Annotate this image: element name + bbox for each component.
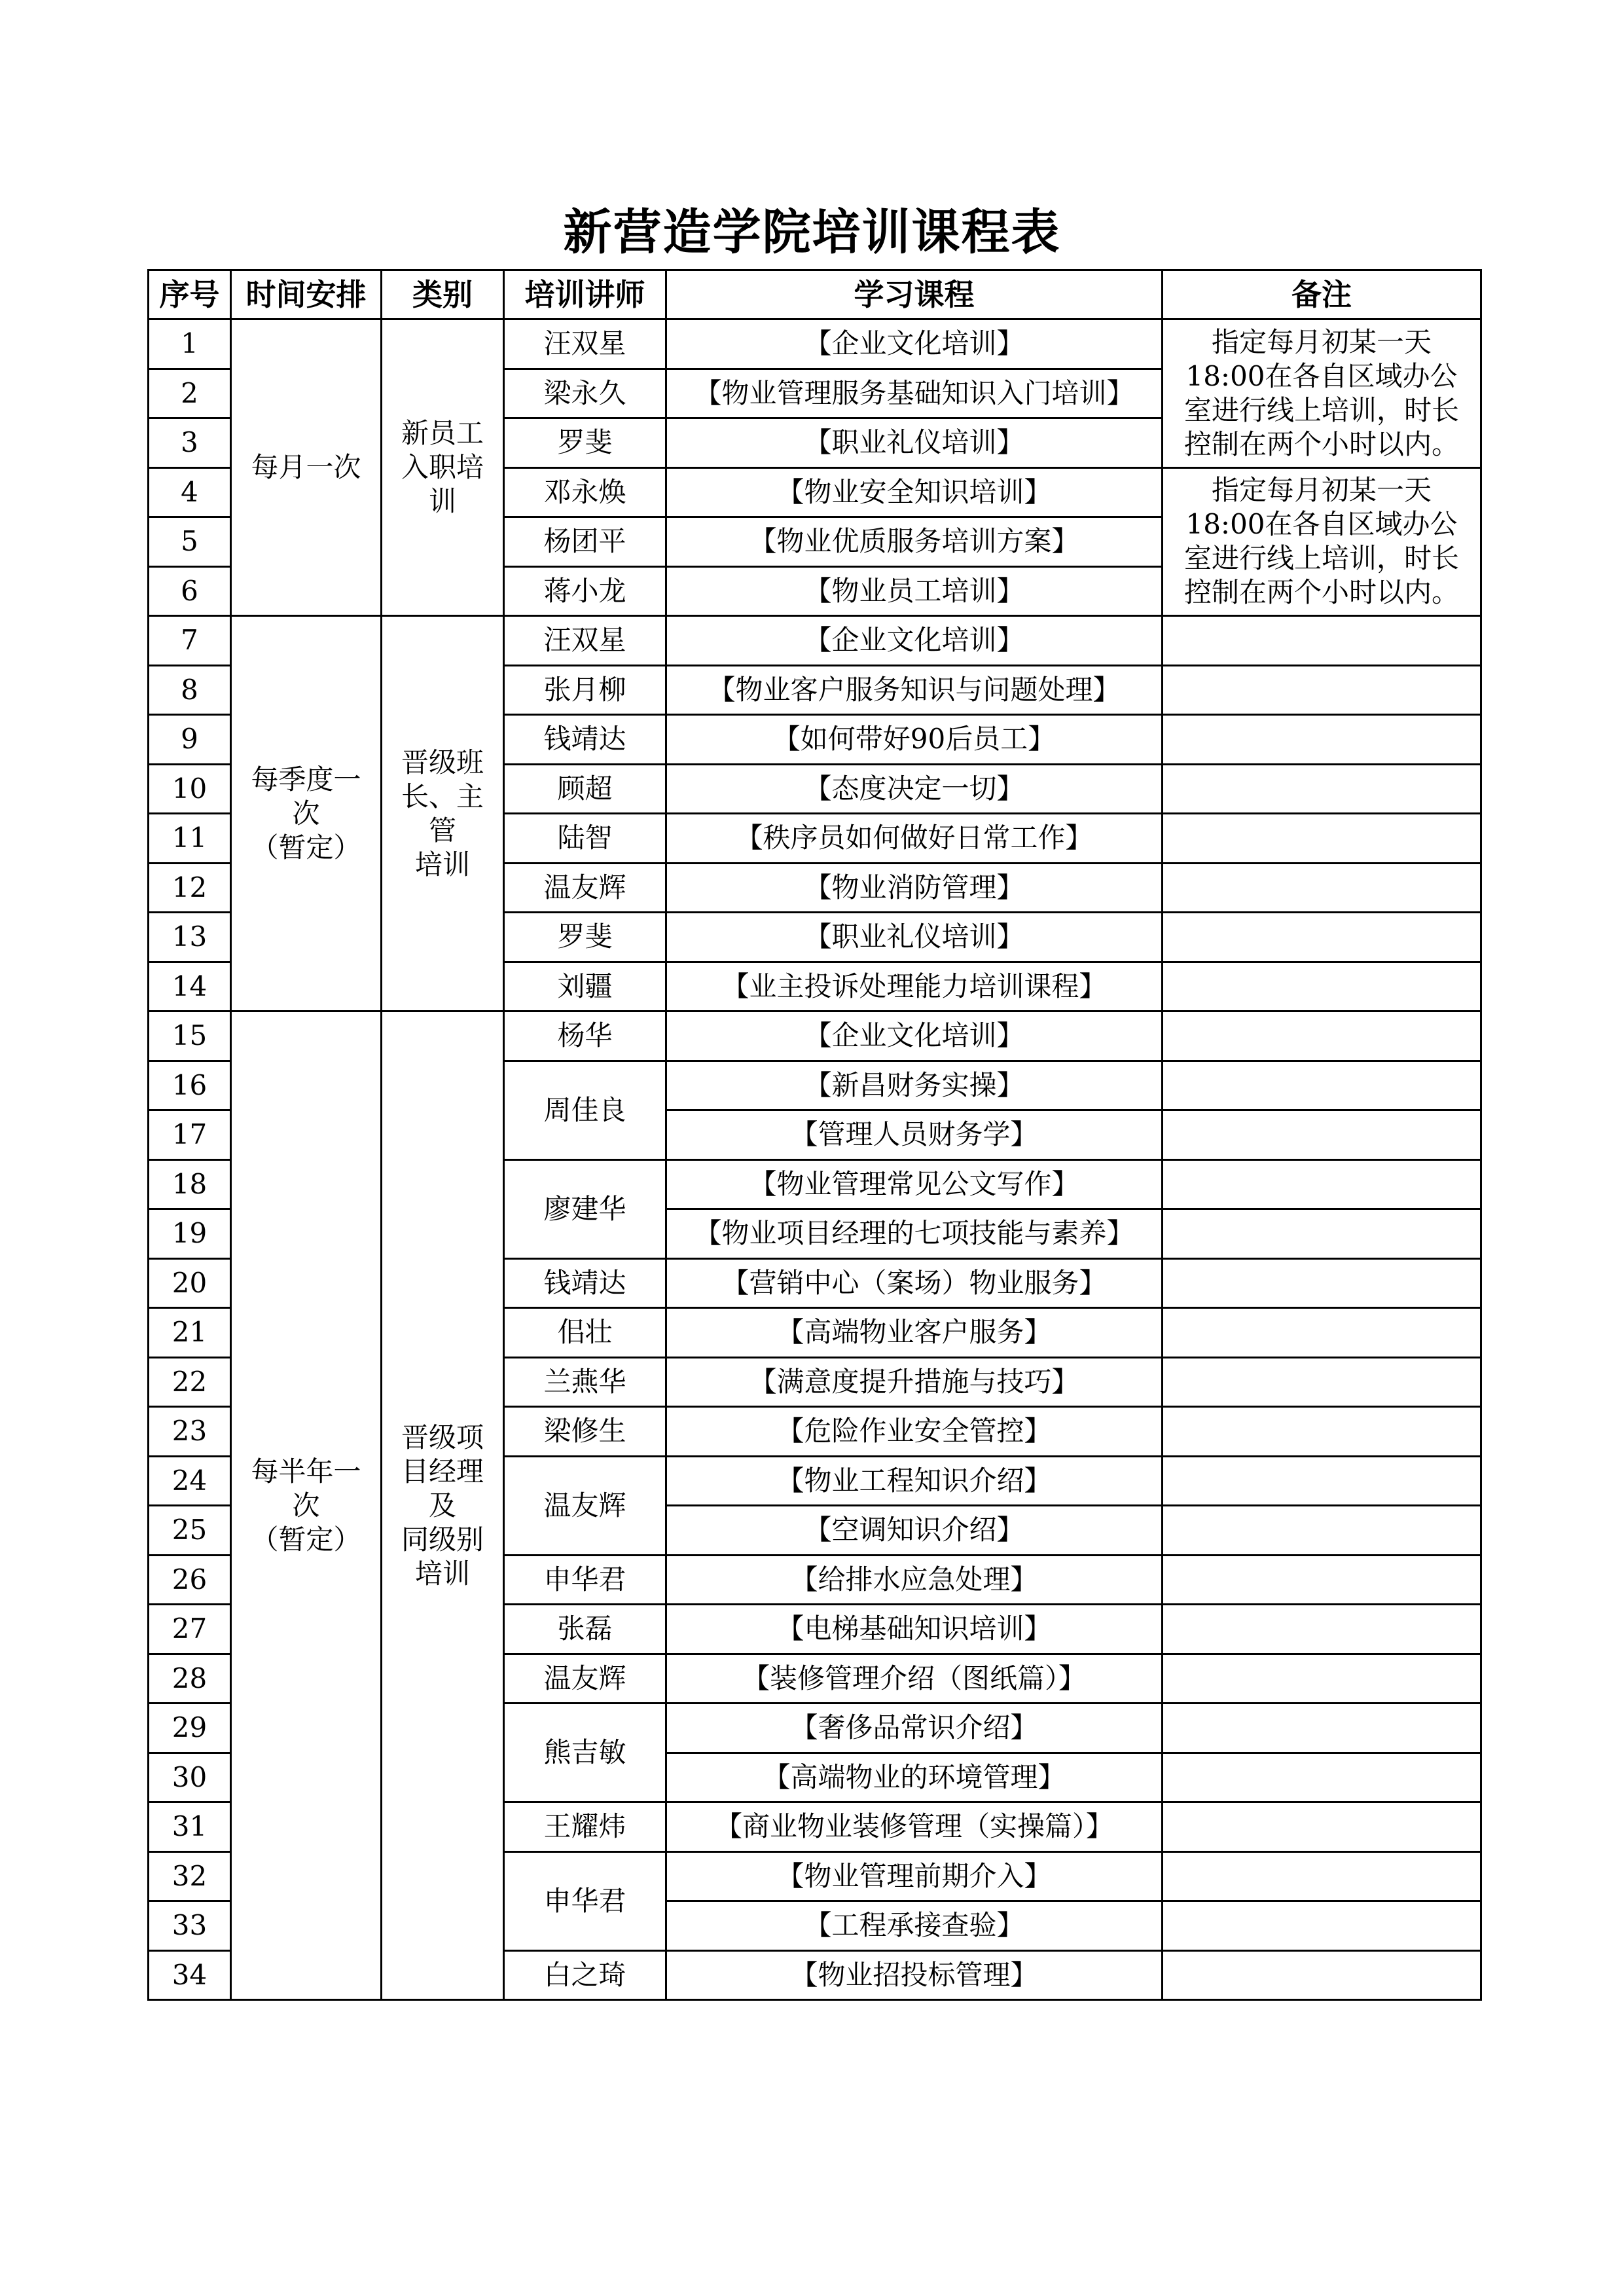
notes-cell [1163, 863, 1481, 913]
row-no: 21 [149, 1308, 231, 1358]
notes-cell [1163, 1011, 1481, 1061]
row-no: 14 [149, 962, 231, 1011]
notes-cell: 指定每月初某一天 18:00在各自区域办公 室进行线上培训，时长 控制在两个小时以内。 [1163, 467, 1481, 616]
row-no: 31 [149, 1802, 231, 1852]
course-cell: 【危险作业安全管控】 [666, 1407, 1163, 1457]
schedule-cell: 每半年一 次 （暂定） [231, 1011, 382, 2000]
row-no: 8 [149, 665, 231, 715]
notes-cell [1163, 913, 1481, 962]
table-row [149, 616, 1481, 666]
row-no: 2 [149, 369, 231, 418]
row-no: 27 [149, 1605, 231, 1654]
row-no: 11 [149, 814, 231, 864]
schedule-cell: 每季度一 次 （暂定） [231, 616, 382, 1011]
notes-cell [1163, 1061, 1481, 1110]
category-cell: 新员工 入职培 训 [382, 319, 504, 616]
course-cell: 【企业文化培训】 [666, 319, 1163, 369]
notes-cell [1163, 715, 1481, 765]
teacher-cell: 温友辉 [504, 1654, 666, 1704]
teacher-cell: 廖建华 [504, 1159, 666, 1258]
teacher-cell: 王耀炜 [504, 1802, 666, 1852]
course-cell: 【高端物业客户服务】 [666, 1308, 1163, 1358]
notes-cell: 指定每月初某一天 18:00在各自区域办公 室进行线上培训，时长 控制在两个小时以内。 [1163, 319, 1481, 468]
notes-cell [1163, 1605, 1481, 1654]
category-cell: 晋级项 目经理 及 同级别 培训 [382, 1011, 504, 2000]
teacher-cell: 汪双星 [504, 616, 666, 666]
course-cell: 【高端物业的环境管理】 [666, 1753, 1163, 1802]
notes-cell [1163, 1258, 1481, 1308]
table-row [149, 319, 1481, 369]
course-cell: 【物业招投标管理】 [666, 1950, 1163, 2000]
row-no: 4 [149, 467, 231, 517]
notes-cell [1163, 1308, 1481, 1358]
notes-cell [1163, 1802, 1481, 1852]
row-no: 10 [149, 764, 231, 814]
row-no: 7 [149, 616, 231, 666]
course-cell: 【业主投诉处理能力培训课程】 [666, 962, 1163, 1011]
teacher-cell: 申华君 [504, 1555, 666, 1605]
course-cell: 【奢侈品常识介绍】 [666, 1704, 1163, 1753]
teacher-cell: 梁永久 [504, 369, 666, 418]
row-no: 16 [149, 1061, 231, 1110]
course-cell: 【如何带好90后员工】 [666, 715, 1163, 765]
header-teacher: 培训讲师 [504, 270, 666, 319]
teacher-cell: 白之琦 [504, 1950, 666, 2000]
course-cell: 【物业消防管理】 [666, 863, 1163, 913]
course-cell: 【职业礼仪培训】 [666, 913, 1163, 962]
teacher-cell: 汪双星 [504, 319, 666, 369]
row-no: 9 [149, 715, 231, 765]
notes-cell [1163, 814, 1481, 864]
teacher-cell: 温友辉 [504, 1456, 666, 1555]
teacher-cell: 蒋小龙 [504, 566, 666, 616]
header-schedule: 时间安排 [231, 270, 382, 319]
row-no: 20 [149, 1258, 231, 1308]
notes-cell [1163, 764, 1481, 814]
teacher-cell: 杨团平 [504, 517, 666, 567]
notes-cell [1163, 616, 1481, 666]
notes-cell [1163, 962, 1481, 1011]
notes-cell [1163, 1209, 1481, 1259]
notes-cell [1163, 1555, 1481, 1605]
course-cell: 【职业礼仪培训】 [666, 418, 1163, 468]
row-no: 30 [149, 1753, 231, 1802]
teacher-cell: 温友辉 [504, 863, 666, 913]
teacher-cell: 邓永焕 [504, 467, 666, 517]
notes-cell [1163, 1456, 1481, 1506]
course-cell: 【管理人员财务学】 [666, 1110, 1163, 1160]
teacher-cell: 钱靖达 [504, 1258, 666, 1308]
teacher-cell: 梁修生 [504, 1407, 666, 1457]
course-cell: 【物业管理服务基础知识入门培训】 [666, 369, 1163, 418]
row-no: 34 [149, 1950, 231, 2000]
teacher-cell: 陆智 [504, 814, 666, 864]
row-no: 19 [149, 1209, 231, 1259]
row-no: 3 [149, 418, 231, 468]
teacher-cell: 顾超 [504, 764, 666, 814]
header-no: 序号 [149, 270, 231, 319]
row-no: 13 [149, 913, 231, 962]
notes-cell [1163, 1407, 1481, 1457]
teacher-cell: 罗斐 [504, 913, 666, 962]
row-no: 29 [149, 1704, 231, 1753]
course-cell: 【新昌财务实操】 [666, 1061, 1163, 1110]
teacher-cell: 钱靖达 [504, 715, 666, 765]
course-cell: 【态度决定一切】 [666, 764, 1163, 814]
header-category: 类别 [382, 270, 504, 319]
row-no: 15 [149, 1011, 231, 1061]
page-title: 新营造学院培训课程表 [563, 204, 1061, 261]
row-no: 18 [149, 1159, 231, 1209]
teacher-cell: 张月柳 [504, 665, 666, 715]
schedule-cell: 每月一次 [231, 319, 382, 616]
row-no: 33 [149, 1901, 231, 1951]
notes-cell [1163, 1851, 1481, 1901]
row-no: 23 [149, 1407, 231, 1457]
row-no: 24 [149, 1456, 231, 1506]
row-no: 1 [149, 319, 231, 369]
course-cell: 【物业项目经理的七项技能与素养】 [666, 1209, 1163, 1259]
teacher-cell: 佀壮 [504, 1308, 666, 1358]
row-no: 26 [149, 1555, 231, 1605]
row-no: 12 [149, 863, 231, 913]
training-schedule-table [147, 269, 1482, 2001]
row-no: 22 [149, 1357, 231, 1407]
row-no: 25 [149, 1506, 231, 1556]
course-cell: 【企业文化培训】 [666, 1011, 1163, 1061]
table-row [149, 1011, 1481, 1061]
notes-cell [1163, 1357, 1481, 1407]
notes-cell [1163, 1950, 1481, 2000]
course-cell: 【给排水应急处理】 [666, 1555, 1163, 1605]
course-cell: 【物业安全知识培训】 [666, 467, 1163, 517]
course-cell: 【商业物业装修管理（实操篇）】 [666, 1802, 1163, 1852]
teacher-cell: 周佳良 [504, 1061, 666, 1159]
row-no: 28 [149, 1654, 231, 1704]
teacher-cell: 刘疆 [504, 962, 666, 1011]
teacher-cell: 罗斐 [504, 418, 666, 468]
course-cell: 【物业员工培训】 [666, 566, 1163, 616]
notes-cell [1163, 1506, 1481, 1556]
header-course: 学习课程 [666, 270, 1163, 319]
teacher-cell: 申华君 [504, 1851, 666, 1950]
category-cell: 晋级班 长、主 管 培训 [382, 616, 504, 1011]
course-cell: 【营销中心（案场）物业服务】 [666, 1258, 1163, 1308]
course-cell: 【企业文化培训】 [666, 616, 1163, 666]
notes-cell [1163, 1753, 1481, 1802]
notes-cell [1163, 1110, 1481, 1160]
course-cell: 【物业客户服务知识与问题处理】 [666, 665, 1163, 715]
row-no: 32 [149, 1851, 231, 1901]
header-notes: 备注 [1163, 270, 1481, 319]
row-no: 6 [149, 566, 231, 616]
course-cell: 【物业优质服务培训方案】 [666, 517, 1163, 567]
row-no: 5 [149, 517, 231, 567]
row-no: 17 [149, 1110, 231, 1160]
course-cell: 【物业工程知识介绍】 [666, 1456, 1163, 1506]
course-cell: 【满意度提升措施与技巧】 [666, 1357, 1163, 1407]
course-cell: 【物业管理常见公文写作】 [666, 1159, 1163, 1209]
teacher-cell: 杨华 [504, 1011, 666, 1061]
notes-cell [1163, 1159, 1481, 1209]
notes-cell [1163, 1901, 1481, 1951]
notes-cell [1163, 1654, 1481, 1704]
teacher-cell: 熊吉敏 [504, 1704, 666, 1802]
course-cell: 【装修管理介绍（图纸篇）】 [666, 1654, 1163, 1704]
notes-cell [1163, 665, 1481, 715]
teacher-cell: 张磊 [504, 1605, 666, 1654]
notes-cell [1163, 1704, 1481, 1753]
course-cell: 【空调知识介绍】 [666, 1506, 1163, 1556]
header-row [149, 270, 1481, 319]
course-cell: 【工程承接查验】 [666, 1901, 1163, 1951]
course-cell: 【电梯基础知识培训】 [666, 1605, 1163, 1654]
teacher-cell: 兰燕华 [504, 1357, 666, 1407]
course-cell: 【秩序员如何做好日常工作】 [666, 814, 1163, 864]
course-cell: 【物业管理前期介入】 [666, 1851, 1163, 1901]
